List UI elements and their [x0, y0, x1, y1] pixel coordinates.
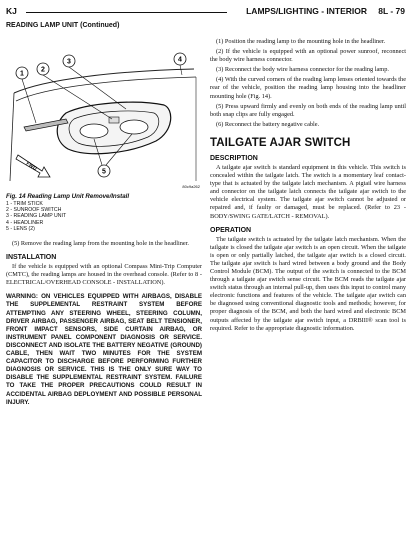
installation-heading: INSTALLATION: [6, 254, 57, 262]
reading-lamp-figure: [6, 31, 202, 191]
callout-1: [16, 67, 28, 79]
airbag-warning: WARNING: ON VEHICLES EQUIPPED WITH AIRBAGS, DISABLE THE SUPPLEMENTAL RESTRAINT SYSTEM BEFORE ATTEMPTING ANY STEERING WHEEL, STEERING COLUMN, DRIVER AIRBAG, PASSENGER AIRBAG, SEAT BELT TENSIONER, FRONT IMPACT SENSORS, SIDE CURTAIN AIRBAG, OR INSTRUMENT PANEL COMPONENT DIAGNOSIS OR SERVICE. DISCONNECT AND ISOLATE THE BATTERY NEGATIVE (GROUND) CABLE, THEN WAIT TWO MINUTES FOR THE SYSTEM CAPACITOR TO DISCHARGE BEFORE PERFORMING FURTHER DIAGNOSIS OR SERVICE. THIS IS THE ONLY SURE WAY TO DISABLE THE SUPPLEMENTAL RESTRAINT SYSTEM. FAILURE TO TAKE THE PROPER PRECAUTIONS COULD RESULT IN ACCIDENTAL AIRBAG DEPLOYMENT AND POSSIBLE PERSONAL INJURY.: [6, 293, 202, 406]
header-code: KJ: [6, 6, 17, 16]
legend-item: 4 - HEADLINER: [6, 219, 44, 226]
section-subtitle: READING LAMP UNIT (Continued): [6, 22, 120, 29]
svg-text:4: 4: [178, 56, 182, 64]
callout-5: [98, 165, 110, 177]
header-section: LAMPS/LIGHTING - INTERIOR: [246, 6, 367, 16]
tailgate-ajar-switch-title: TAILGATE AJAR SWITCH: [210, 136, 351, 149]
reading-lamp-illustration: [6, 31, 202, 191]
legend-item: 5 - LENS (2): [6, 225, 35, 232]
header-rule: [26, 12, 227, 13]
description-heading: DESCRIPTION: [210, 154, 258, 162]
install-step: (4) With the curved corners of the reading lamp lenses oriented towards the rear of the vehicle, position the reading lamp housing into the headliner mounting hole (Fig. 14).: [210, 76, 406, 100]
install-step: (2) If the vehicle is equipped with an optional power sunroof, reconnect the body wire harness connector.: [210, 48, 406, 64]
svg-text:2: 2: [41, 66, 45, 74]
figure-code: 80c9a262: [182, 184, 200, 189]
install-step: (3) Reconnect the body wire harness connector for the reading lamp.: [216, 66, 389, 74]
fwd-label: FWD: [24, 160, 38, 173]
callout-3: [63, 55, 75, 67]
legend-item: 1 - TRIM STICK: [6, 201, 43, 207]
page-header: [6, 6, 405, 18]
callout-2: [37, 63, 49, 75]
figure-legend: [6, 201, 202, 232]
install-step: (6) Reconnect the battery negative cable.: [216, 120, 320, 128]
svg-text:1: 1: [20, 70, 24, 78]
svg-text:3: 3: [67, 58, 71, 66]
figure-caption: Fig. 14 Reading Lamp Unit Remove/Install: [6, 193, 130, 200]
install-step: (5) Press upward firmly and evenly on both ends of the reading lamp until both snap clips are fully engaged.: [210, 102, 406, 118]
callout-4: [174, 53, 186, 65]
legend-item: 2 - SUNROOF SWITCH: [6, 207, 62, 214]
left-column: [6, 22, 202, 407]
installation-paragraph: If the vehicle is equipped with an optional Compass Mini-Trip Computer (CMTC), the reading lamps are housed in the overhead console. (Refer to 8 - ELECTRICAL/OVERHEAD CONSOLE - INSTALLATION).: [6, 263, 202, 287]
operation-heading: OPERATION: [210, 226, 252, 234]
header-page-number: 8L - 79: [378, 6, 405, 16]
legend-item: 3 - READING LAMP UNIT: [6, 213, 67, 220]
operation-paragraph: The tailgate switch is actuated by the tailgate latch mechanism. When the tailgate is closed the tailgate ajar switch is an open circuit. When the tailgate is open or only partially latched, the tailgate ajar switch is a closed circuit. The tailgate ajar switch is hard wired between a body ground and the Body Control Module (BCM). The output of the switch is connected to the BCM through a tailgate ajar switch sense circuit. The BCM reads the tailgate ajar switch status through an internal pull-up, then uses this input to control many electronic functions and features of the vehicle. The tailgate ajar switch can be diagnosed using conventional diagnostic tools and methods; however, for proper diagnosis of the BCM, and both the hard wired and electronic BCM outputs affected by the tailgate ajar switch input, a DRBIII® scan tool is required. Refer to the appropriate diagnostic information.: [210, 235, 406, 332]
svg-text:5: 5: [102, 168, 106, 176]
description-paragraph: A tailgate ajar switch is standard equipment in this vehicle. This switch is concealed within the tailgate latch. The switch is a momentary leaf contact-type that is actuated by the tailgate latch mechanism. A pigtail wire harness and connector on the tailgate latch connects the tailgate ajar switch to the vehicle electrical system. The tailgate ajar switch cannot be adjusted or repaired and, if faulty or damaged, must be replaced. (Refer to 23 - BODY/SWING GATE/LATCH - REMOVAL).: [210, 163, 406, 220]
removal-step-5: (5) Remove the reading lamp from the mounting hole in the headliner.: [12, 240, 189, 248]
install-step: (1) Position the reading lamp to the mounting hole in the headliner.: [216, 38, 386, 45]
right-column: [210, 38, 406, 335]
